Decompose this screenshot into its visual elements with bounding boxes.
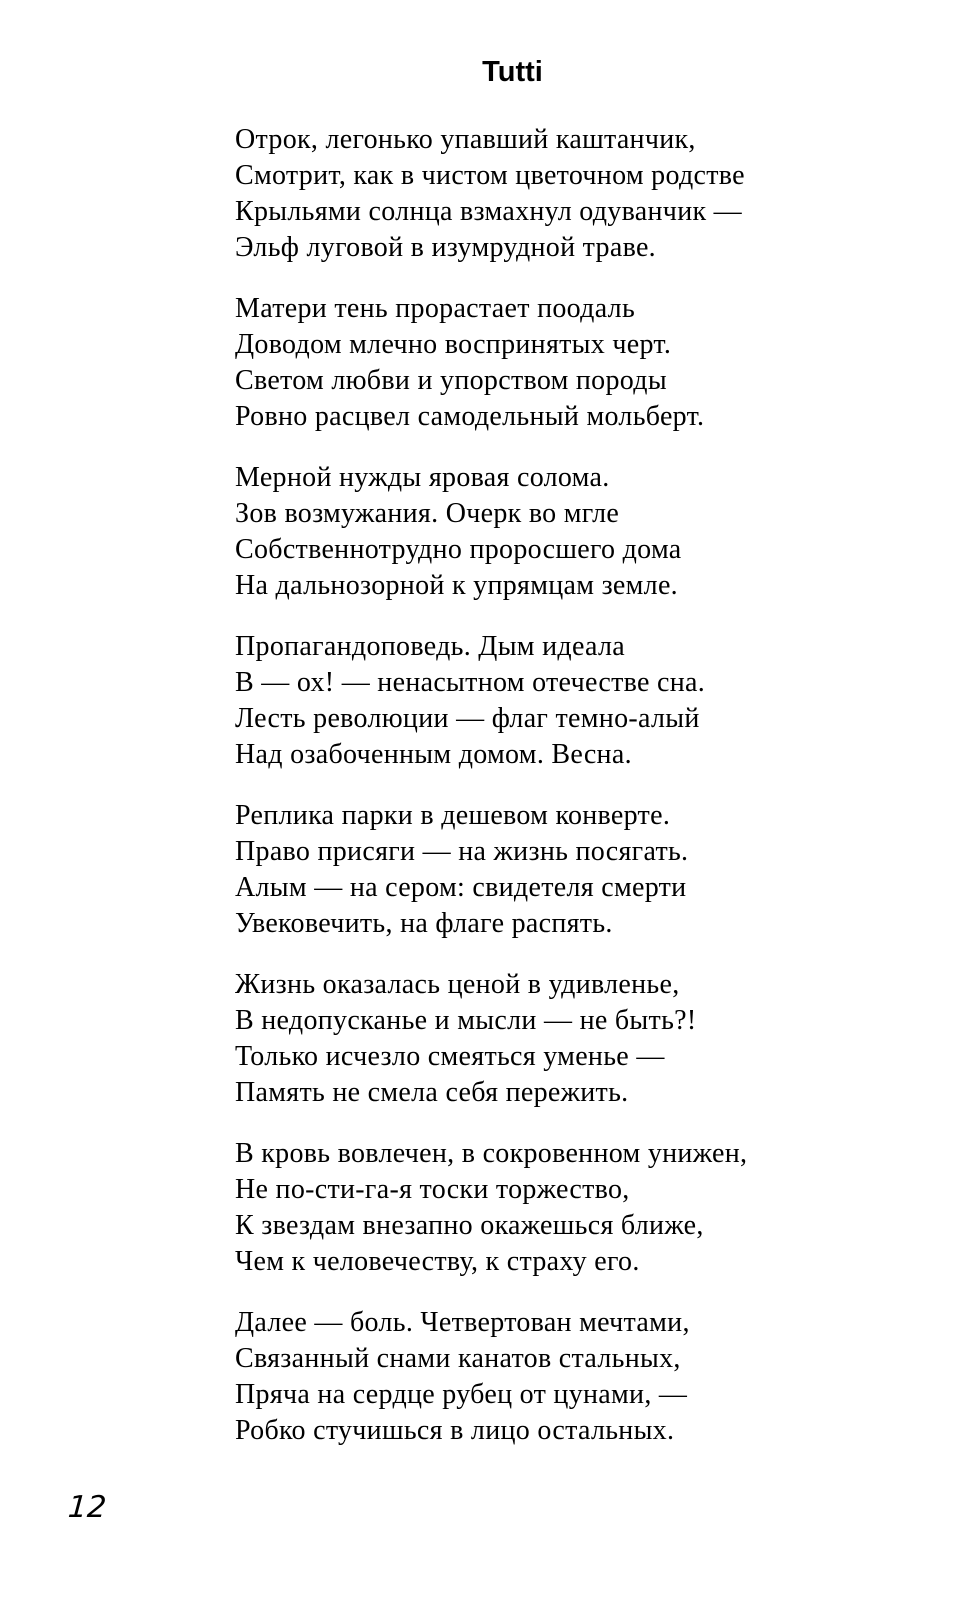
poem-line: Над озабоченным домом. Весна.: [235, 739, 632, 770]
poem-line: Пряча на сердце рубец от цунами, —: [235, 1379, 688, 1410]
poem-line: Эльф луговой в изумрудной траве.: [235, 232, 656, 263]
poem-line: Робко стучишься в лицо остальных.: [235, 1415, 675, 1446]
poem-line: Пропагандоповедь. Дым идеала: [235, 631, 625, 662]
poem-line: В кровь вовлечен, в сокровенном унижен,: [235, 1138, 748, 1169]
poem-line: Алым — на сером: свидетеля смерти: [235, 872, 687, 903]
poem-line: Память не смела себя пережить.: [235, 1077, 629, 1108]
stanza-4: [235, 629, 955, 773]
poem-line: Чем к человечеству, к страху его.: [235, 1246, 640, 1277]
poem-line: Крыльями солнца взмахнул одуванчик —: [235, 196, 742, 227]
poem-line: Далее — боль. Четвертован мечтами,: [235, 1307, 690, 1338]
poem-body: [235, 122, 955, 1474]
poem-line: В — ох! — ненасытном отечестве сна.: [235, 667, 706, 698]
poem-line: Лесть революции — флаг темно-алый: [235, 703, 700, 734]
poem-line: Матери тень прорастает поодаль: [235, 293, 636, 324]
poem-line: Увековечить, на флаге распять.: [235, 908, 613, 939]
poem-line: Право присяги — на жизнь посягать.: [235, 836, 689, 867]
stanza-2: [235, 291, 955, 435]
stanza-6: [235, 967, 955, 1111]
stanza-3: [235, 460, 955, 604]
poem-line: Отрок, легонько упавший каштанчик,: [235, 124, 696, 155]
poem-line: На дальнозорной к упрямцам земле.: [235, 570, 678, 601]
poem-title: Tutti: [482, 56, 543, 88]
poem-line: Ровно расцвел самодельный мольберт.: [235, 401, 705, 432]
poem-line: Только исчезло смеяться уменье —: [235, 1041, 665, 1072]
poem-line: В недопусканье и мысли — не быть?!: [235, 1005, 697, 1036]
poem-line: Связанный снами канатов стальных,: [235, 1343, 681, 1374]
poem-line: Мерной нужды яровая солома.: [235, 462, 610, 493]
poem-line: Не по-сти-га-я тоски торжество,: [235, 1174, 630, 1205]
poem-line: К звездам внезапно окажешься ближе,: [235, 1210, 704, 1241]
stanza-5: [235, 798, 955, 942]
poem-line: Зов возмужания. Очерк во мгле: [235, 498, 620, 529]
poem-line: Собственнотрудно проросшего дома: [235, 534, 682, 565]
stanza-7: [235, 1136, 955, 1280]
poem-line: Смотрит, как в чистом цветочном родстве: [235, 160, 745, 191]
stanza-8: [235, 1305, 955, 1449]
poem-line: Доводом млечно воспринятых черт.: [235, 329, 672, 360]
poem-line: Реплика парки в дешевом конверте.: [235, 800, 671, 831]
page-number: 12: [66, 1490, 108, 1525]
poem-line: Светом любви и упорством породы: [235, 365, 667, 396]
poem-line: Жизнь оказалась ценой в удивленье,: [235, 969, 680, 1000]
stanza-1: [235, 122, 955, 266]
